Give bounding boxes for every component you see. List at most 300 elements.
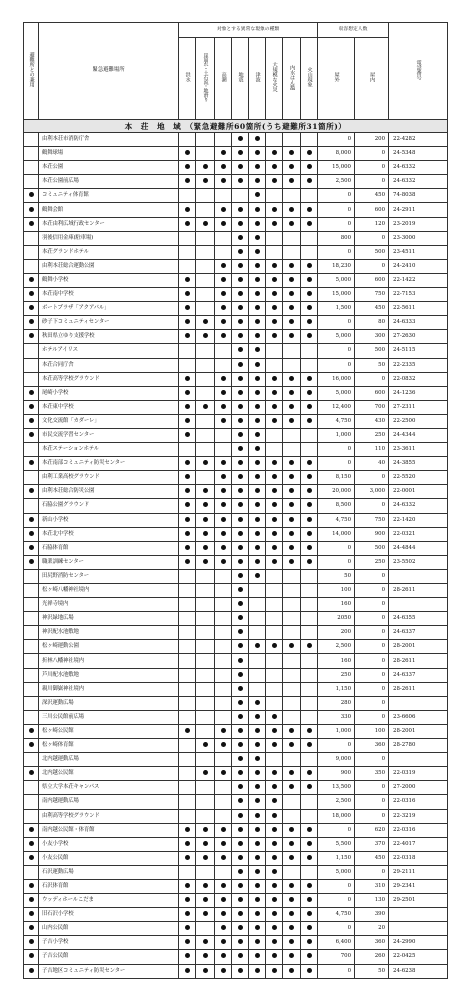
phone-number: 23-4511 (389, 245, 448, 259)
hazard-cell (249, 809, 266, 823)
hazard-cell (215, 964, 232, 978)
facility-name: 本荘合同庁舎 (39, 358, 179, 372)
table-row (24, 795, 448, 809)
hazard-cell (232, 781, 249, 795)
hazard-cell (249, 175, 266, 189)
dual-use-dot-icon (29, 277, 34, 282)
hazard-cell (283, 161, 301, 175)
hazard-cell (232, 457, 249, 471)
phone-number: 24-4344 (389, 428, 448, 442)
hazard-dot-icon (289, 728, 294, 733)
hazard-cell (232, 189, 249, 203)
phone-number: 22-0318 (389, 851, 448, 865)
hazard-cell (301, 499, 318, 513)
hazard-cell (266, 471, 283, 485)
dual-use-dot-icon (29, 968, 34, 973)
dual-use-dot-icon (29, 333, 34, 338)
hazard-cell (266, 288, 283, 302)
hazard-cell (196, 259, 215, 273)
dual-use-dot-icon (29, 404, 34, 409)
hazard-dot-icon (238, 305, 243, 310)
hazard-cell (196, 795, 215, 809)
indoor-capacity: 700 (355, 400, 389, 414)
hazard-cell (301, 386, 318, 400)
hazard-dot-icon (238, 883, 243, 888)
facility-name: 親川御嶽神社境内 (39, 682, 179, 696)
hazard-cell (266, 710, 283, 724)
hazard-dot-icon (221, 488, 226, 493)
outdoor-capacity: 16,000 (318, 372, 355, 386)
dual-use-dot-icon (29, 488, 34, 493)
hazard-dot-icon (203, 855, 208, 860)
hazard-dot-icon (185, 827, 190, 832)
hazard-dot-icon (238, 136, 243, 141)
hazard-cell (232, 626, 249, 640)
outdoor-capacity: 8,000 (318, 147, 355, 161)
phone-number: 22-4282 (389, 133, 448, 147)
phone-number: 28-2611 (389, 584, 448, 598)
hazard-cell (266, 203, 283, 217)
indoor-capacity: 0 (355, 865, 389, 879)
hazard-cell (196, 879, 215, 893)
table-row (24, 781, 448, 795)
hazard-dot-icon (255, 559, 260, 564)
hazard-dot-icon (272, 883, 277, 888)
hazard-cell (215, 386, 232, 400)
hazard-cell (301, 908, 318, 922)
hazard-cell (283, 344, 301, 358)
hazard-dot-icon (255, 502, 260, 507)
indoor-capacity: 500 (355, 245, 389, 259)
hazard-cell (232, 837, 249, 851)
facility-name: 秋田県立ゆり支援学校 (39, 330, 179, 344)
hazard-cell (301, 739, 318, 753)
outdoor-capacity: 1,000 (318, 428, 355, 442)
hazard-dot-icon (238, 362, 243, 367)
phone-number: 24-2990 (389, 936, 448, 950)
table-row (24, 739, 448, 753)
hazard-dot-icon (255, 291, 260, 296)
table-row (24, 133, 448, 147)
outdoor-capacity: 18,230 (318, 259, 355, 273)
dual-use-cell (24, 922, 39, 936)
hazard-cell (249, 471, 266, 485)
facility-name: 市民交流学習センター (39, 428, 179, 442)
hazard-dot-icon (289, 291, 294, 296)
hazard-cell (196, 499, 215, 513)
hazard-dot-icon (289, 841, 294, 846)
phone-number: 24-6332 (389, 499, 448, 513)
hazard-cell (301, 189, 318, 203)
hazard-dot-icon (185, 531, 190, 536)
outdoor-capacity: 0 (318, 443, 355, 457)
hazard-dot-icon (272, 305, 277, 310)
hazard-cell (232, 358, 249, 372)
hazard-dot-icon (289, 333, 294, 338)
hazard-dot-icon (238, 207, 243, 212)
hazard-cell (215, 372, 232, 386)
phone-number: 74-8038 (389, 189, 448, 203)
hazard-dot-icon (255, 235, 260, 240)
outdoor-capacity: 0 (318, 879, 355, 893)
dual-use-cell (24, 147, 39, 161)
outdoor-capacity: 0 (318, 358, 355, 372)
hazard-cell (283, 541, 301, 555)
hazard-cell (249, 555, 266, 569)
dual-use-cell (24, 414, 39, 428)
hazard-cell (266, 358, 283, 372)
hazard-dot-icon (238, 404, 243, 409)
hazard-cell (266, 400, 283, 414)
hazard-cell (196, 175, 215, 189)
dual-use-cell (24, 217, 39, 231)
table-row (24, 471, 448, 485)
hazard-cell (232, 753, 249, 767)
hazard-cell (249, 753, 266, 767)
hazard-dot-icon (221, 319, 226, 324)
hazard-cell (283, 485, 301, 499)
hazard-cell (266, 541, 283, 555)
table-row (24, 626, 448, 640)
hazard-dot-icon (255, 319, 260, 324)
phone-number: 23-3611 (389, 443, 448, 457)
hazard-cell (301, 555, 318, 569)
hazard-cell (266, 809, 283, 823)
hazard-dot-icon (289, 939, 294, 944)
hazard-cell (179, 626, 196, 640)
hazard-cell (196, 724, 215, 738)
hazard-cell (196, 950, 215, 964)
indoor-capacity: 50 (355, 358, 389, 372)
facility-name: 三川公民館前広場 (39, 710, 179, 724)
hazard-cell (301, 894, 318, 908)
hazard-cell (283, 527, 301, 541)
hazard-cell (249, 527, 266, 541)
facility-name: 松ヶ崎体育館 (39, 739, 179, 753)
hazard-cell (266, 851, 283, 865)
hazard-cell (179, 231, 196, 245)
facility-name: 由利高等学校グラウンド (39, 809, 179, 823)
hazard-dot-icon (221, 263, 226, 268)
hazard-dot-icon (185, 432, 190, 437)
hazard-dot-icon (238, 432, 243, 437)
facility-name: 南内越運動広場 (39, 795, 179, 809)
outdoor-capacity: 700 (318, 950, 355, 964)
hazard-dot-icon (221, 150, 226, 155)
hazard-dot-icon (203, 841, 208, 846)
dual-use-cell (24, 302, 39, 316)
hazard-dot-icon (272, 277, 277, 282)
indoor-capacity: 0 (355, 147, 389, 161)
hazard-cell (196, 443, 215, 457)
hazard-dot-icon (289, 319, 294, 324)
dual-use-dot-icon (29, 221, 34, 226)
hazard-cell (266, 499, 283, 513)
facility-name: 深沢運動広場 (39, 696, 179, 710)
hazard-cell (179, 471, 196, 485)
hazard-cell (283, 231, 301, 245)
hazard-cell (196, 344, 215, 358)
facility-name: 由利工業高校グラウンド (39, 471, 179, 485)
hazard-dot-icon (221, 474, 226, 479)
phone-number: 24-6332 (389, 161, 448, 175)
indoor-capacity: 0 (355, 626, 389, 640)
hazard-dot-icon (221, 390, 226, 395)
hazard-cell (266, 795, 283, 809)
table-row (24, 710, 448, 724)
hazard-cell (215, 950, 232, 964)
hazard-cell (266, 894, 283, 908)
hazard-cell (283, 654, 301, 668)
hazard-cell (215, 217, 232, 231)
indoor-capacity: 430 (355, 414, 389, 428)
outdoor-capacity: 8,150 (318, 471, 355, 485)
facility-name: 松ヶ崎八幡神社境内 (39, 584, 179, 598)
hazard-dot-icon (272, 517, 277, 522)
hazard-cell (249, 851, 266, 865)
hazard-cell (215, 203, 232, 217)
hazard-dot-icon (307, 502, 312, 507)
dual-use-cell (24, 710, 39, 724)
hazard-cell (215, 851, 232, 865)
hazard-cell (179, 809, 196, 823)
dual-use-cell (24, 344, 39, 358)
hazard-dot-icon (221, 953, 226, 958)
hazard-cell (196, 161, 215, 175)
hazard-cell (196, 936, 215, 950)
outdoor-capacity: 5,500 (318, 837, 355, 851)
phone-number (389, 753, 448, 767)
hazard-cell (232, 555, 249, 569)
hazard-cell (179, 485, 196, 499)
table-row (24, 400, 448, 414)
facility-name: 由利本荘総合運動公園 (39, 259, 179, 273)
hazard-dot-icon (255, 798, 260, 803)
hazard-cell (179, 217, 196, 231)
dual-use-cell (24, 386, 39, 400)
hazard-cell (283, 189, 301, 203)
hazard-dot-icon (185, 333, 190, 338)
hazard-cell (301, 273, 318, 287)
hazard-cell (179, 612, 196, 626)
hazard-cell (301, 696, 318, 710)
hazard-cell (266, 189, 283, 203)
hazard-dot-icon (272, 178, 277, 183)
hazard-cell (215, 894, 232, 908)
hazard-cell (196, 330, 215, 344)
phone-number: 22-0319 (389, 767, 448, 781)
hazard-cell (249, 386, 266, 400)
hazard-cell (215, 809, 232, 823)
hazard-cell (283, 428, 301, 442)
hazard-cell (283, 964, 301, 978)
hazard-header-tsunami: 津波 (249, 38, 266, 120)
hazard-cell (196, 245, 215, 259)
hazard-cell (215, 161, 232, 175)
hazard-cell (249, 682, 266, 696)
hazard-dot-icon (255, 207, 260, 212)
hazard-dot-icon (255, 742, 260, 747)
facility-name: 本荘東中学校 (39, 400, 179, 414)
hazard-dot-icon (238, 968, 243, 973)
hazard-cell (283, 626, 301, 640)
hazard-cell (179, 344, 196, 358)
hazard-cell (301, 767, 318, 781)
hazard-cell (301, 443, 318, 457)
dual-use-cell (24, 823, 39, 837)
dual-use-dot-icon (29, 460, 34, 465)
dual-use-cell (24, 330, 39, 344)
hazard-cell (283, 471, 301, 485)
dual-use-cell (24, 654, 39, 668)
phone-number: 27-2630 (389, 330, 448, 344)
hazard-cell (232, 386, 249, 400)
hazard-cell (196, 485, 215, 499)
facility-name: 田尻野消防センター (39, 569, 179, 583)
facility-name: 砂子下コミュニティセンター (39, 316, 179, 330)
hazard-cell (232, 654, 249, 668)
hazard-dot-icon (238, 784, 243, 789)
hazard-cell (249, 485, 266, 499)
hazard-dot-icon (185, 150, 190, 155)
hazard-dot-icon (185, 897, 190, 902)
hazard-cell (179, 273, 196, 287)
hazard-cell (249, 894, 266, 908)
outdoor-capacity: 2,500 (318, 795, 355, 809)
hazard-cell (283, 950, 301, 964)
hazard-cell (266, 879, 283, 893)
hazard-dot-icon (255, 446, 260, 451)
facility-name: 由利本荘市消防庁舎 (39, 133, 179, 147)
hazard-dot-icon (255, 883, 260, 888)
hazard-cell (232, 710, 249, 724)
hazard-cell (179, 879, 196, 893)
dual-use-dot-icon (29, 770, 34, 775)
hazard-cell (301, 259, 318, 273)
hazard-dot-icon (272, 939, 277, 944)
hazard-dot-icon (238, 164, 243, 169)
table-row (24, 457, 448, 471)
hazard-dot-icon (255, 953, 260, 958)
hazard-cell (179, 894, 196, 908)
dual-use-dot-icon (29, 192, 34, 197)
dual-use-cell (24, 809, 39, 823)
hazard-dot-icon (255, 418, 260, 423)
hazard-cell (266, 414, 283, 428)
hazard-dot-icon (255, 925, 260, 930)
hazard-dot-icon (203, 968, 208, 973)
hazard-dot-icon (221, 502, 226, 507)
phone-number: 29-2341 (389, 879, 448, 893)
indoor-capacity: 310 (355, 879, 389, 893)
hazard-cell (266, 330, 283, 344)
facility-name-header: 緊急避難場所 (39, 23, 179, 120)
hazard-cell (196, 513, 215, 527)
outdoor-capacity: 2050 (318, 612, 355, 626)
hazard-cell (179, 724, 196, 738)
evacuation-site-sheet (23, 22, 447, 979)
dual-use-cell (24, 527, 39, 541)
facility-name: コミュニティ体育館 (39, 189, 179, 203)
indoor-capacity: 0 (355, 809, 389, 823)
hazard-cell (266, 175, 283, 189)
hazard-cell (232, 344, 249, 358)
phone-number (389, 569, 448, 583)
capacity-group-header: 収容想定人数 (318, 23, 389, 38)
hazard-dot-icon (221, 178, 226, 183)
hazard-dot-icon (289, 277, 294, 282)
facility-name: 文化交流館「カダーレ」 (39, 414, 179, 428)
hazard-cell (232, 739, 249, 753)
hazard-cell (301, 753, 318, 767)
table-row (24, 668, 448, 682)
hazard-dot-icon (289, 911, 294, 916)
hazard-dot-icon (289, 221, 294, 226)
hazard-cell (179, 851, 196, 865)
hazard-dot-icon (307, 376, 312, 381)
hazard-dot-icon (307, 897, 312, 902)
hazard-cell (301, 372, 318, 386)
outdoor-capacity: 4,750 (318, 414, 355, 428)
hazard-header-earthquake: 地震 (232, 38, 249, 120)
hazard-dot-icon (238, 474, 243, 479)
hazard-cell (266, 964, 283, 978)
hazard-cell (232, 217, 249, 231)
hazard-cell (301, 640, 318, 654)
phone-number: 24-6238 (389, 964, 448, 978)
hazard-dot-icon (203, 404, 208, 409)
outdoor-capacity: 0 (318, 203, 355, 217)
hazard-cell (232, 584, 249, 598)
hazard-dot-icon (203, 333, 208, 338)
hazard-dot-icon (289, 418, 294, 423)
outdoor-capacity: 0 (318, 133, 355, 147)
hazard-dot-icon (307, 968, 312, 973)
hazard-cell (249, 569, 266, 583)
hazard-dot-icon (221, 968, 226, 973)
hazard-cell (249, 584, 266, 598)
hazard-cell (196, 809, 215, 823)
hazard-dot-icon (221, 305, 226, 310)
hazard-cell (249, 739, 266, 753)
hazard-cell (215, 696, 232, 710)
outdoor-capacity: 160 (318, 598, 355, 612)
hazard-cell (196, 555, 215, 569)
hazard-cell (232, 414, 249, 428)
facility-name: 子吉小学校 (39, 936, 179, 950)
hazard-cell (232, 527, 249, 541)
phone-number: 22-0425 (389, 950, 448, 964)
indoor-header: 屋内 (355, 38, 389, 120)
facility-name: 由利本荘総合防災公園 (39, 485, 179, 499)
hazard-cell (215, 668, 232, 682)
hazard-cell (179, 189, 196, 203)
hazard-cell (266, 527, 283, 541)
hazard-cell (196, 851, 215, 865)
table-row (24, 908, 448, 922)
outdoor-capacity: 200 (318, 626, 355, 640)
dual-use-dot-icon (29, 305, 34, 310)
hazard-cell (266, 936, 283, 950)
hazard-dot-icon (255, 362, 260, 367)
hazard-dot-icon (289, 545, 294, 550)
dual-use-dot-icon (29, 911, 34, 916)
hazard-cell (232, 851, 249, 865)
hazard-dot-icon (238, 545, 243, 550)
table-row (24, 386, 448, 400)
dual-use-cell (24, 273, 39, 287)
hazard-cell (249, 288, 266, 302)
